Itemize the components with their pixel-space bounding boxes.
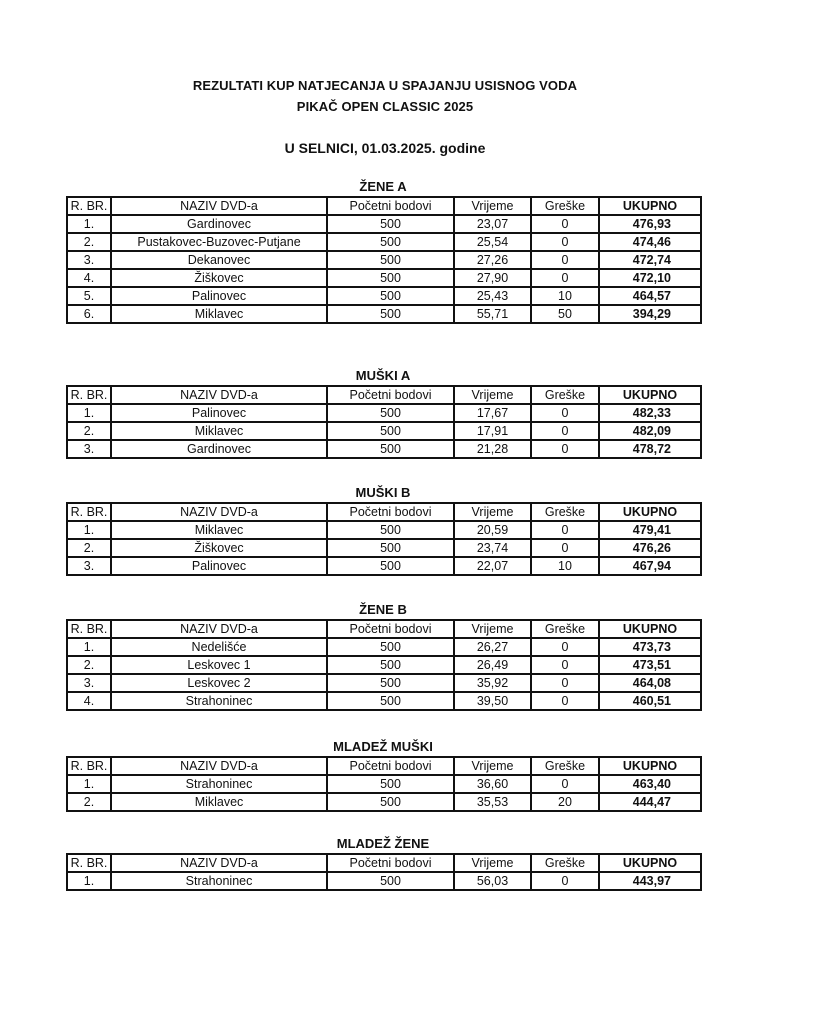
section-title: MLADEŽ MUŠKI <box>333 739 433 754</box>
errors-cell: 0 <box>531 251 599 269</box>
team-name-cell: Leskovec 1 <box>111 656 327 674</box>
start-points-cell: 500 <box>327 287 454 305</box>
section-mladez-muski <box>66 738 700 812</box>
table-row <box>67 251 701 269</box>
team-name-cell: Palinovec <box>111 404 327 422</box>
total-cell: 464,08 <box>599 674 701 692</box>
table-header-row <box>67 854 701 872</box>
team-name-cell: Palinovec <box>111 287 327 305</box>
start-points-cell: 500 <box>327 305 454 323</box>
team-name-cell: Pustakovec-Buzovec-Putjane <box>111 233 327 251</box>
section-title: MUŠKI A <box>355 368 411 383</box>
column-header: NAZIV DVD-a <box>111 197 327 215</box>
rank-cell: 3. <box>67 440 111 458</box>
table-row <box>67 233 701 251</box>
errors-cell: 0 <box>531 521 599 539</box>
table-row <box>67 872 701 890</box>
total-cell: 394,29 <box>599 305 701 323</box>
time-cell: 39,50 <box>454 692 531 710</box>
total-cell: 463,40 <box>599 775 701 793</box>
total-cell: 473,73 <box>599 638 701 656</box>
time-cell: 21,28 <box>454 440 531 458</box>
column-header: NAZIV DVD-a <box>111 757 327 775</box>
section-title: ŽENE B <box>359 602 407 617</box>
team-name-cell: Strahoninec <box>111 872 327 890</box>
table-row <box>67 557 701 575</box>
column-header: UKUPNO <box>599 854 701 872</box>
column-header: Početni bodovi <box>327 503 454 521</box>
errors-cell: 0 <box>531 674 599 692</box>
column-header: Početni bodovi <box>327 386 454 404</box>
start-points-cell: 500 <box>327 638 454 656</box>
start-points-cell: 500 <box>327 404 454 422</box>
total-cell: 460,51 <box>599 692 701 710</box>
table-header-row <box>67 620 701 638</box>
time-cell: 55,71 <box>454 305 531 323</box>
total-cell: 479,41 <box>599 521 701 539</box>
table-row <box>67 404 701 422</box>
team-name-cell: Gardinovec <box>111 215 327 233</box>
rank-cell: 1. <box>67 521 111 539</box>
total-cell: 473,51 <box>599 656 701 674</box>
total-cell: 464,57 <box>599 287 701 305</box>
team-name-cell: Miklavec <box>111 422 327 440</box>
table-row <box>67 287 701 305</box>
time-cell: 26,49 <box>454 656 531 674</box>
errors-cell: 0 <box>531 775 599 793</box>
table-row <box>67 638 701 656</box>
event-name: PIKAČ OPEN CLASSIC 2025 <box>296 99 474 114</box>
errors-cell: 20 <box>531 793 599 811</box>
rank-cell: 3. <box>67 251 111 269</box>
column-header: Vrijeme <box>454 197 531 215</box>
rank-cell: 3. <box>67 674 111 692</box>
section-muski-a <box>66 367 700 459</box>
results-table <box>66 502 702 576</box>
errors-cell: 10 <box>531 557 599 575</box>
time-cell: 25,43 <box>454 287 531 305</box>
total-cell: 478,72 <box>599 440 701 458</box>
start-points-cell: 500 <box>327 692 454 710</box>
total-cell: 467,94 <box>599 557 701 575</box>
column-header: NAZIV DVD-a <box>111 854 327 872</box>
team-name-cell: Miklavec <box>111 793 327 811</box>
column-header: Greške <box>531 854 599 872</box>
start-points-cell: 500 <box>327 233 454 251</box>
table-row <box>67 793 701 811</box>
column-header: UKUPNO <box>599 503 701 521</box>
results-table <box>66 196 702 324</box>
start-points-cell: 500 <box>327 656 454 674</box>
section-title: MUŠKI B <box>355 485 411 500</box>
column-header: Vrijeme <box>454 854 531 872</box>
total-cell: 472,10 <box>599 269 701 287</box>
table-row <box>67 440 701 458</box>
team-name-cell: Miklavec <box>111 305 327 323</box>
team-name-cell: Žiškovec <box>111 269 327 287</box>
start-points-cell: 500 <box>327 269 454 287</box>
start-points-cell: 500 <box>327 793 454 811</box>
total-cell: 443,97 <box>599 872 701 890</box>
column-header: Greške <box>531 197 599 215</box>
column-header: Greške <box>531 503 599 521</box>
column-header: Vrijeme <box>454 757 531 775</box>
column-header: NAZIV DVD-a <box>111 386 327 404</box>
team-name-cell: Žiškovec <box>111 539 327 557</box>
start-points-cell: 500 <box>327 422 454 440</box>
total-cell: 472,74 <box>599 251 701 269</box>
rank-cell: 4. <box>67 269 111 287</box>
table-row <box>67 521 701 539</box>
time-cell: 27,90 <box>454 269 531 287</box>
total-cell: 476,26 <box>599 539 701 557</box>
section-title: ŽENE A <box>359 179 407 194</box>
column-header: R. BR. <box>67 197 111 215</box>
column-header: Vrijeme <box>454 386 531 404</box>
rank-cell: 2. <box>67 656 111 674</box>
column-header: Greške <box>531 620 599 638</box>
start-points-cell: 500 <box>327 872 454 890</box>
errors-cell: 0 <box>531 422 599 440</box>
column-header: Početni bodovi <box>327 757 454 775</box>
column-header: UKUPNO <box>599 197 701 215</box>
document-title: REZULTATI KUP NATJECANJA U SPAJANJU USISNOG VODA <box>192 78 578 93</box>
column-header: Početni bodovi <box>327 620 454 638</box>
errors-cell: 0 <box>531 233 599 251</box>
table-header-row <box>67 197 701 215</box>
column-header: Vrijeme <box>454 503 531 521</box>
errors-cell: 0 <box>531 872 599 890</box>
column-header: Greške <box>531 757 599 775</box>
errors-cell: 50 <box>531 305 599 323</box>
column-header: UKUPNO <box>599 620 701 638</box>
time-cell: 17,67 <box>454 404 531 422</box>
results-table <box>66 619 702 711</box>
results-table <box>66 385 702 459</box>
total-cell: 482,09 <box>599 422 701 440</box>
rank-cell: 4. <box>67 692 111 710</box>
column-header: R. BR. <box>67 757 111 775</box>
team-name-cell: Miklavec <box>111 521 327 539</box>
team-name-cell: Nedelišće <box>111 638 327 656</box>
time-cell: 17,91 <box>454 422 531 440</box>
errors-cell: 0 <box>531 539 599 557</box>
table-row <box>67 674 701 692</box>
column-header: R. BR. <box>67 386 111 404</box>
time-cell: 56,03 <box>454 872 531 890</box>
column-header: NAZIV DVD-a <box>111 503 327 521</box>
rank-cell: 2. <box>67 422 111 440</box>
start-points-cell: 500 <box>327 440 454 458</box>
team-name-cell: Gardinovec <box>111 440 327 458</box>
column-header: R. BR. <box>67 503 111 521</box>
column-header: R. BR. <box>67 620 111 638</box>
team-name-cell: Strahoninec <box>111 692 327 710</box>
table-row <box>67 539 701 557</box>
errors-cell: 0 <box>531 404 599 422</box>
start-points-cell: 500 <box>327 539 454 557</box>
team-name-cell: Palinovec <box>111 557 327 575</box>
table-header-row <box>67 757 701 775</box>
results-table <box>66 853 702 891</box>
table-row <box>67 775 701 793</box>
time-cell: 20,59 <box>454 521 531 539</box>
section-muski-b <box>66 484 700 576</box>
rank-cell: 2. <box>67 539 111 557</box>
time-cell: 25,54 <box>454 233 531 251</box>
column-header: NAZIV DVD-a <box>111 620 327 638</box>
rank-cell: 2. <box>67 793 111 811</box>
team-name-cell: Dekanovec <box>111 251 327 269</box>
column-header: UKUPNO <box>599 757 701 775</box>
table-row <box>67 692 701 710</box>
total-cell: 476,93 <box>599 215 701 233</box>
section-title: MLADEŽ ŽENE <box>336 836 430 851</box>
rank-cell: 1. <box>67 872 111 890</box>
time-cell: 27,26 <box>454 251 531 269</box>
errors-cell: 10 <box>531 287 599 305</box>
errors-cell: 0 <box>531 440 599 458</box>
column-header: Početni bodovi <box>327 854 454 872</box>
column-header: R. BR. <box>67 854 111 872</box>
errors-cell: 0 <box>531 692 599 710</box>
time-cell: 35,92 <box>454 674 531 692</box>
total-cell: 444,47 <box>599 793 701 811</box>
errors-cell: 0 <box>531 215 599 233</box>
table-row <box>67 422 701 440</box>
time-cell: 35,53 <box>454 793 531 811</box>
rank-cell: 1. <box>67 775 111 793</box>
column-header: Početni bodovi <box>327 197 454 215</box>
rank-cell: 3. <box>67 557 111 575</box>
total-cell: 482,33 <box>599 404 701 422</box>
rank-cell: 1. <box>67 638 111 656</box>
section-zene-a <box>66 178 700 324</box>
table-row <box>67 215 701 233</box>
column-header: UKUPNO <box>599 386 701 404</box>
results-table <box>66 756 702 812</box>
section-mladez-zene <box>66 835 700 891</box>
rank-cell: 1. <box>67 404 111 422</box>
errors-cell: 0 <box>531 269 599 287</box>
time-cell: 23,74 <box>454 539 531 557</box>
start-points-cell: 500 <box>327 521 454 539</box>
start-points-cell: 500 <box>327 215 454 233</box>
table-row <box>67 305 701 323</box>
rank-cell: 5. <box>67 287 111 305</box>
team-name-cell: Leskovec 2 <box>111 674 327 692</box>
table-row <box>67 269 701 287</box>
column-header: Greške <box>531 386 599 404</box>
team-name-cell: Strahoninec <box>111 775 327 793</box>
time-cell: 23,07 <box>454 215 531 233</box>
column-header: Vrijeme <box>454 620 531 638</box>
time-cell: 26,27 <box>454 638 531 656</box>
start-points-cell: 500 <box>327 775 454 793</box>
time-cell: 22,07 <box>454 557 531 575</box>
rank-cell: 2. <box>67 233 111 251</box>
total-cell: 474,46 <box>599 233 701 251</box>
start-points-cell: 500 <box>327 251 454 269</box>
errors-cell: 0 <box>531 638 599 656</box>
table-row <box>67 656 701 674</box>
errors-cell: 0 <box>531 656 599 674</box>
time-cell: 36,60 <box>454 775 531 793</box>
table-header-row <box>67 386 701 404</box>
rank-cell: 6. <box>67 305 111 323</box>
rank-cell: 1. <box>67 215 111 233</box>
place-date: U SELNICI, 01.03.2025. godine <box>284 140 486 156</box>
start-points-cell: 500 <box>327 557 454 575</box>
section-zene-b <box>66 601 700 711</box>
table-header-row <box>67 503 701 521</box>
start-points-cell: 500 <box>327 674 454 692</box>
